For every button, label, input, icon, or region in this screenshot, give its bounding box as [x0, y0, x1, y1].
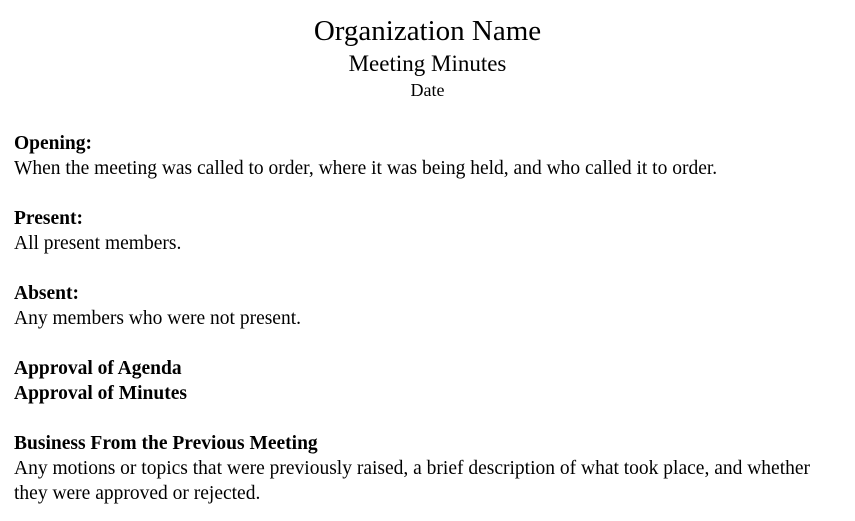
meeting-minutes-subtitle: Meeting Minutes: [348, 51, 507, 76]
section-opening-heading: Opening:: [14, 133, 93, 154]
section-present: [14, 206, 841, 256]
section-approval-minutes-heading: Approval of Minutes: [14, 383, 187, 404]
document-body: [0, 131, 855, 506]
section-absent-heading: Absent:: [14, 283, 80, 304]
section-opening-body: When the meeting was called to order, where it was being held, and who called it to order.: [14, 158, 718, 179]
date-line: Date: [410, 80, 445, 100]
section-absent-body: Any members who were not present.: [14, 308, 302, 329]
organization-name-title: Organization Name: [313, 15, 542, 47]
document-header: [0, 0, 855, 102]
section-previous-business-body: Any motions or topics that were previously raised, a brief description of what took place, and whether they were approved or rejected.: [14, 458, 811, 504]
section-absent: [14, 281, 841, 331]
section-present-heading: Present:: [14, 208, 83, 229]
section-approval-agenda-heading: Approval of Agenda: [14, 358, 182, 379]
section-previous-business-heading: Business From the Previous Meeting: [14, 433, 318, 454]
section-opening: [14, 131, 841, 181]
section-previous-business: [14, 431, 841, 506]
section-present-body: All present members.: [14, 233, 182, 254]
section-approvals: [14, 356, 841, 406]
